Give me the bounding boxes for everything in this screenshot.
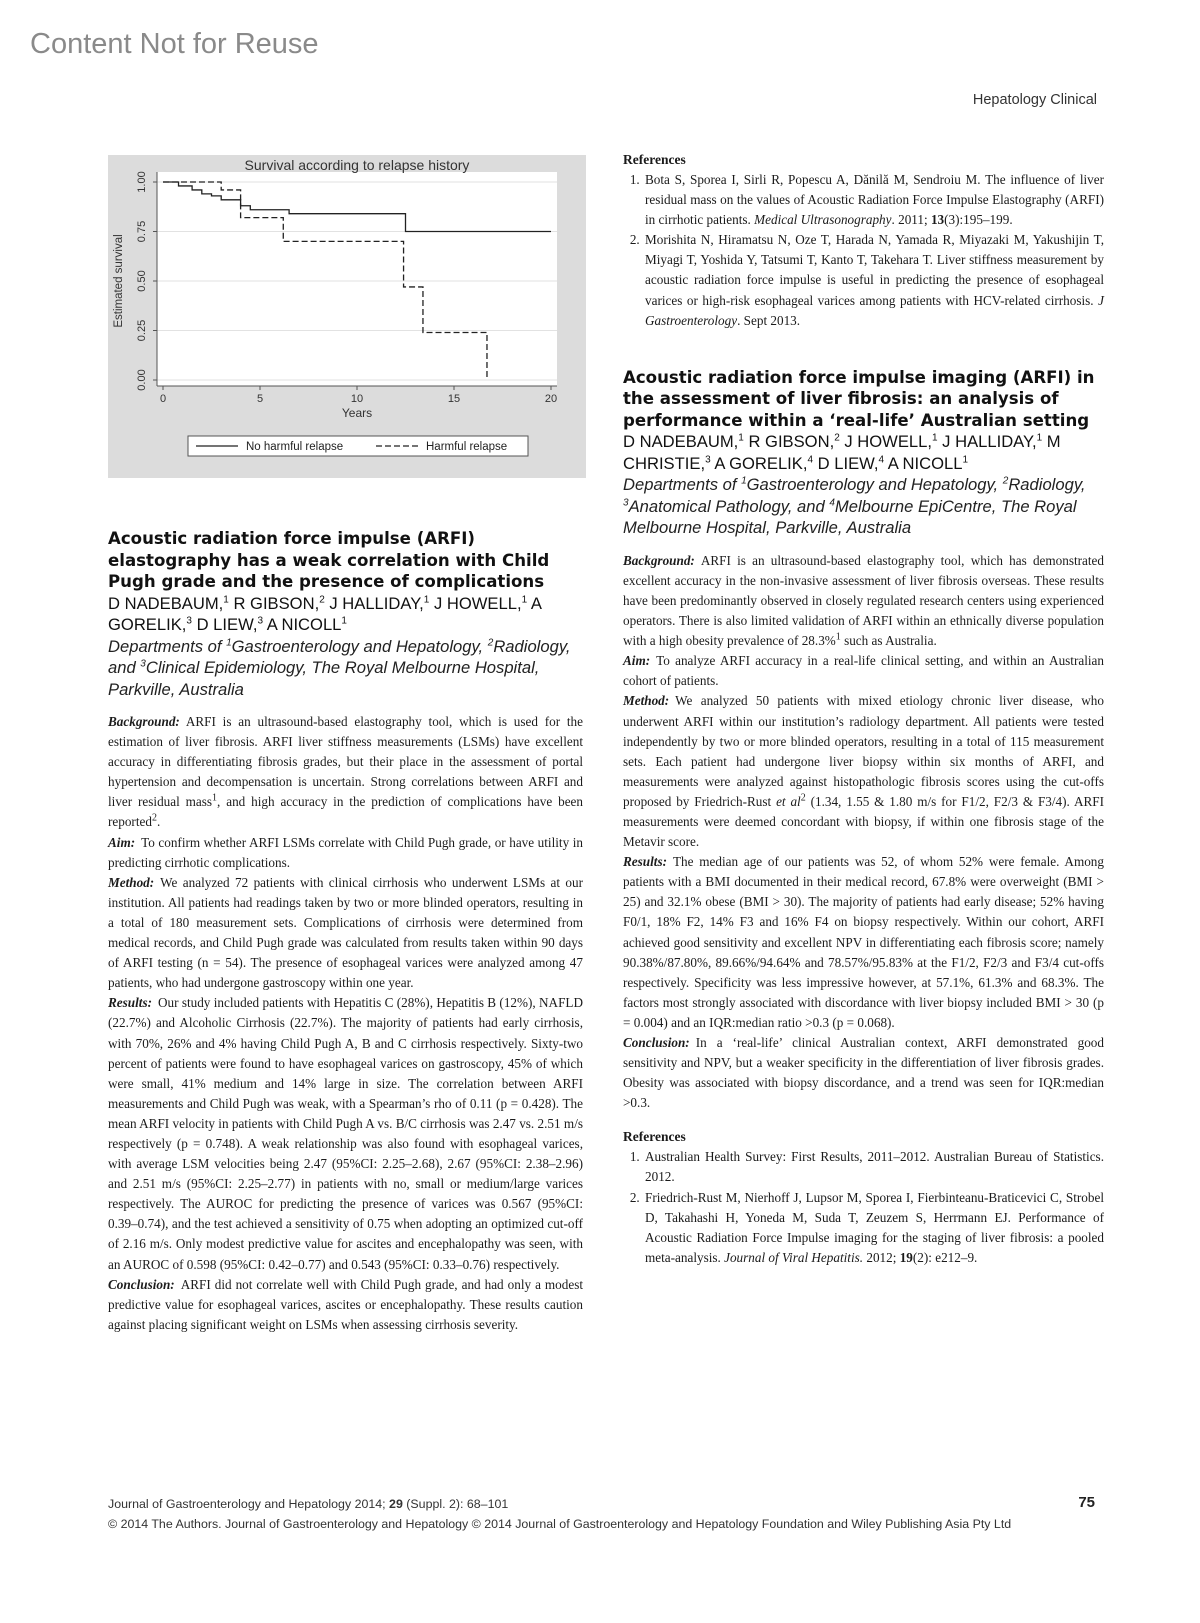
author-name: D LIEW, <box>817 453 879 473</box>
left-column <box>108 155 583 1335</box>
author-affiliation-mark: 4 <box>878 454 885 466</box>
chart-title: Survival according to relapse history <box>244 157 470 173</box>
y-tick-label: 0.50 <box>136 270 148 292</box>
left-conclusion: Conclusion: ARFI did not correlate well with Child Pugh grade, and had only a modest predictive value for esophageal varices, ascites or encephalopathy. These results caution against placing significant weight on LSMs when assessing cirrhosis severity. <box>108 1276 583 1332</box>
author-affiliation-mark: 3 <box>186 615 192 627</box>
reference-item: 1. Australian Health Survey: First Results, 2011–2012. Australian Bureau of Statistics. 2012. <box>643 1147 1104 1187</box>
author-affiliation-mark: 2 <box>834 432 840 444</box>
author-name: A GORELIK, <box>108 593 541 634</box>
affiliation-text: Radiology, and <box>108 636 571 677</box>
watermark: Content Not for Reuse <box>30 28 319 60</box>
author-name: J HALLIDAY, <box>942 432 1037 452</box>
references-heading-bottom: References <box>623 1129 686 1145</box>
reference-item: 2. Morishita N, Hiramatsu N, Oze T, Harada N, Yamada R, Miyazaki M, Yakushijin T, Miyagi T, Yoshida Y, Tatsumi T, Kanto T, Takehara T. Liver stiffness measurement by acoustic radiation force impulse is useful in predicting the presence of esophageal varices or high-risk esophageal varices among patients with HCV-related cirrhosis. J Gastroenterology. Sept 2013. <box>643 230 1104 330</box>
author-affiliation-mark: 1 <box>223 593 229 605</box>
x-tick-label: 20 <box>544 393 558 405</box>
author-name: D LIEW, <box>196 615 258 634</box>
affiliation-mark: 3 <box>623 497 629 509</box>
right-column <box>623 150 1104 1268</box>
page-number: 75 <box>1078 1494 1095 1511</box>
author-affiliation-mark: 1 <box>738 432 744 444</box>
author-name: A NICOLL <box>887 453 963 473</box>
author-name: J HOWELL, <box>433 593 522 613</box>
left-results: Results: Our study included patients with Hepatitis C (28%), Hepatitis B (12%), NAFLD (22.7%) and Alcoholic Cirrhosis (22.7%). The majority of patients had early cirrhosis, with 70%, 26% and 4% having Child Pugh A, B and C cirrhosis respectively. Sixty-two percent of patients were found to have esophageal varices on gastroscopy, 45% of which were small, 41% medium and 14% large in size. The correlation between ARFI measurements and Child Pugh was weak, with a Spearman’s rho of 0.11 (p = 0.428). The mean ARFI velocity in patients with Child Pugh A vs. B/C cirrhosis was 2.47 vs. 2.51 m/s respectively (p = 0.748). A weak relationship was also found with esophageal varices, with average LSM velocities being 2.47 (95%CI: 2.25–2.68), 2.67 (95%CI: 2.38–2.96) and 2.51 m/s (95%CI: 2.25–2.77) in patients with no, small or medium/large varices respectively. The AUROC for predicting the presence of varices was 0.567 (95%CI: 0.39–0.74), and the test achieved a sensitivity of 0.75 when adopting an optimized cut-off of 2.16 m/s. Only modest predictive value for ascites and encephalopathy was seen, with an AUROC of 0.598 (95%CI: 0.42–0.77) and 0.543 (95%CI: 0.33–0.76) respectively. <box>108 995 583 1272</box>
y-tick-label: 0.00 <box>136 369 148 391</box>
affiliation-text: Radiology, <box>1008 475 1086 495</box>
author-name: M CHRISTIE, <box>623 432 1061 473</box>
references-heading-top: References <box>623 152 686 167</box>
y-axis-label: Estimated survival <box>113 234 125 328</box>
author-affiliation-mark: 4 <box>807 454 814 466</box>
left-background: Background: ARFI is an ultrasound-based elastography tool, which is used for the estimation of liver fibrosis. ARFI liver stiffness measurements (LSMs) have excellent accuracy in differentiating fibrosis grades, but their place in the assessment of portal hypertension and decompensation is uncertain. Strong correlations between ARFI and liver residual mass$^1$, and high accuracy in the prediction of complications have been reported$^2$. <box>108 714 583 830</box>
right-aim: Aim: To analyze ARFI accuracy in a real-life clinical setting, and within an Australian cohort of patients. <box>623 653 1104 689</box>
author-affiliation-mark: 2 <box>319 593 325 605</box>
running-head: Hepatology Clinical <box>972 92 1097 108</box>
author-affiliation-mark: 1 <box>931 432 938 444</box>
author-affiliation-mark: 1 <box>1036 432 1043 444</box>
affiliation-text: Anatomical Pathology, and <box>628 496 830 516</box>
author-affiliation-mark: 3 <box>257 615 263 627</box>
survival-chart <box>108 155 586 478</box>
author-name: D NADEBAUM, <box>623 432 739 452</box>
author-affiliation-mark: 1 <box>341 615 347 627</box>
y-tick-label: 0.75 <box>136 220 148 243</box>
legend-label: Harmful relapse <box>426 441 508 453</box>
reference-item: 2. Friedrich-Rust M, Nierhoff J, Lupsor M, Sporea I, Fierbinteanu-Braticevici C, Strobel D, Takahashi H, Yoneda M, Suda T, Zeuzem S, Herrmann EJ. Performance of Acoustic Radiation Force Impulse imaging for the staging of liver fibrosis: a pooled meta-analysis. Journal of Viral Hepatitis. 2012; 19(2): e212–9. <box>643 1188 1104 1268</box>
author-affiliation-mark: 1 <box>962 454 969 466</box>
author-affiliation-mark: 3 <box>705 454 711 466</box>
affiliation-text: Melbourne EpiCentre, The Royal Melbourne Hospital, Parkville, Australia <box>623 496 1077 538</box>
right-authors <box>623 431 1104 474</box>
x-tick-label: 10 <box>350 393 364 405</box>
journal-citation: Journal of Gastroenterology and Hepatology 2014; 29 (Suppl. 2): 68–101 <box>108 1497 509 1511</box>
right-abstract-title: Acoustic radiation force impulse imaging (ARFI) in the assessment of liver fibrosis: an analysis of performance within a ‘real-life’ Australian setting <box>623 367 1095 430</box>
author-name: D NADEBAUM, <box>108 593 224 613</box>
reference-item: 1. Bota S, Sporea I, Sirli R, Popescu A, Dănilă M, Sendroiu M. The influence of liver residual mass on the values of Acoustic Radiation Force Impulse Elastography (ARFI) in cirrhotic patients. Medical Ultrasonography. 2011; 13(3):195–199. <box>643 170 1104 230</box>
y-tick-label: 1.00 <box>136 171 148 193</box>
right-conclusion: Conclusion: In a ‘real-life’ clinical Australian context, ARFI demonstrated good sensitivity and NPV, but a weaker specificity in the differentiation of liver fibrosis grades. Obesity was associated with biopsy discordance, and a trend was seen for IQR:median >0.3. <box>623 1035 1104 1111</box>
right-affiliation: Departments of $^1$Gastroenterology and Hepatology, $^2$Radiology, $^3$Anatomical Pathology, and $^4$Melbourne EpiCentre, The Royal Melbourne Hospital, Parkville, Australia <box>623 475 1086 538</box>
affiliation-mark: 2 <box>487 636 494 648</box>
affiliation-mark: 4 <box>829 497 835 509</box>
affiliation-text: Gastroenterology and Hepatology, <box>231 636 488 656</box>
author-name: A GORELIK, <box>714 453 808 473</box>
left-aim: Aim: To confirm whether ARFI LSMs correlate with Child Pugh grade, or have utility in predicting cirrhotic complications. <box>108 834 583 870</box>
right-results: Results: The median age of our patients was 52, of whom 52% were female. Among patients with a BMI documented in their medical record, 67.8% were overweight (BMI > 25) and 32.1% obese (BMI > 30). The majority of patients had early disease; 52% having F0/1, 18% F2, 14% F3 and 16% F4 on biopsy respectively. Within our cohort, ARFI achieved good sensitivity and excellent NPV in differentiating each fibrosis score; namely 90.38%/87.80%, 89.66%/94.64% and 78.57%/95.83% at the F1/2, F2/3 and F3/4 cut-offs respectively. Specificity was less impressive however, at 57.1%, 61.3% and 68.3%. The factors most strongly associated with discordance with liver biopsy included BMI > 30 (p = 0.004) and an IQR:median ratio >0.3 (p = 0.068). <box>623 854 1104 1030</box>
x-tick-label: 0 <box>159 393 167 405</box>
author-name: R GIBSON, <box>233 593 320 613</box>
affiliation-mark: 2 <box>1002 475 1009 487</box>
x-axis-label: Years <box>341 406 373 420</box>
affiliation-text: Clinical Epidemiology, The Royal Melbourne Hospital, Parkville, Australia <box>108 658 540 699</box>
legend-label: No harmful relapse <box>246 441 344 453</box>
affiliation-mark: 1 <box>741 475 747 487</box>
left-method: Method: We analyzed 72 patients with clinical cirrhosis who underwent LSMs at our institution. All patients had readings taken by two or more blinded operators, resulting in a total of 180 measurement sets. Complications of cirrhosis were determined from medical records, and Child Pugh grade was calculated from results taken within 90 days of ARFI testing (n = 54). The presence of esophageal varices were analyzed among 47 patients, who had undergone gastroscopy within one year. <box>108 874 583 991</box>
author-name: J HOWELL, <box>844 432 932 452</box>
author-affiliation-mark: 1 <box>521 593 528 605</box>
left-abstract-title: Acoustic radiation force impulse (ARFI) elastography has a weak correlation with Child Pugh grade and the presence of complications <box>108 529 550 591</box>
author-name: J HALLIDAY, <box>329 593 424 613</box>
references-list-bottom <box>623 1147 1104 1268</box>
affiliation-text: Gastroenterology and Hepatology, <box>746 475 1003 495</box>
right-method: Method: We analyzed 50 patients with mixed etiology chronic liver disease, who underwent ARFI within our institution’s radiology department. All patients were tested independently by two or more blinded operators, resulting in a total of 115 measurement sets. Each patient had undergone liver biopsy within six months of ARFI, and measurements were analyzed against histopathologic fibrosis scores using the cut-offs proposed by Friedrich-Rust et $al^2$ (1.34, 1.55 & 1.80 m/s for F1/2, F2/3 & F3/4). ARFI measurements were deemed concordant with biopsy, if within one fibrosis stage of the Metavir score. <box>623 693 1105 850</box>
author-name: A NICOLL <box>266 615 342 634</box>
y-tick-label: 0.25 <box>136 319 148 342</box>
affiliation-mark: 1 <box>226 636 232 648</box>
left-authors <box>108 593 583 636</box>
right-background: Background: ARFI is an ultrasound-based elastography tool, which has demonstrated excellent accuracy in the non-invasive assessment of liver fibrosis overseas. These results have been predominantly observed in closely regulated research centers using experienced operators. There is also limited validation of ARFI within an ethnically diverse population with a high obesity prevalence of 28.3%$^1$ such as Australia. <box>623 552 1104 649</box>
copyright: © 2014 The Authors. Journal of Gastroenterology and Hepatology © 2014 Journal of Gastroenterology and Hepatology Foundation and Wiley Publishing Asia Pty Ltd <box>108 1517 1012 1531</box>
survival-figure <box>108 155 586 478</box>
affiliation-mark: 3 <box>140 658 146 670</box>
author-name: R GIBSON, <box>748 432 835 452</box>
x-tick-label: 5 <box>256 393 264 405</box>
references-list-top <box>623 170 1104 331</box>
plot-area <box>157 172 557 386</box>
left-affiliation: Departments of $^1$Gastroenterology and Hepatology, $^2$Radiology, and $^3$Clinical Epidemiology, The Royal Melbourne Hospital, Parkville, Australia <box>108 636 571 699</box>
x-tick-label: 15 <box>447 393 461 405</box>
author-affiliation-mark: 1 <box>423 593 430 605</box>
